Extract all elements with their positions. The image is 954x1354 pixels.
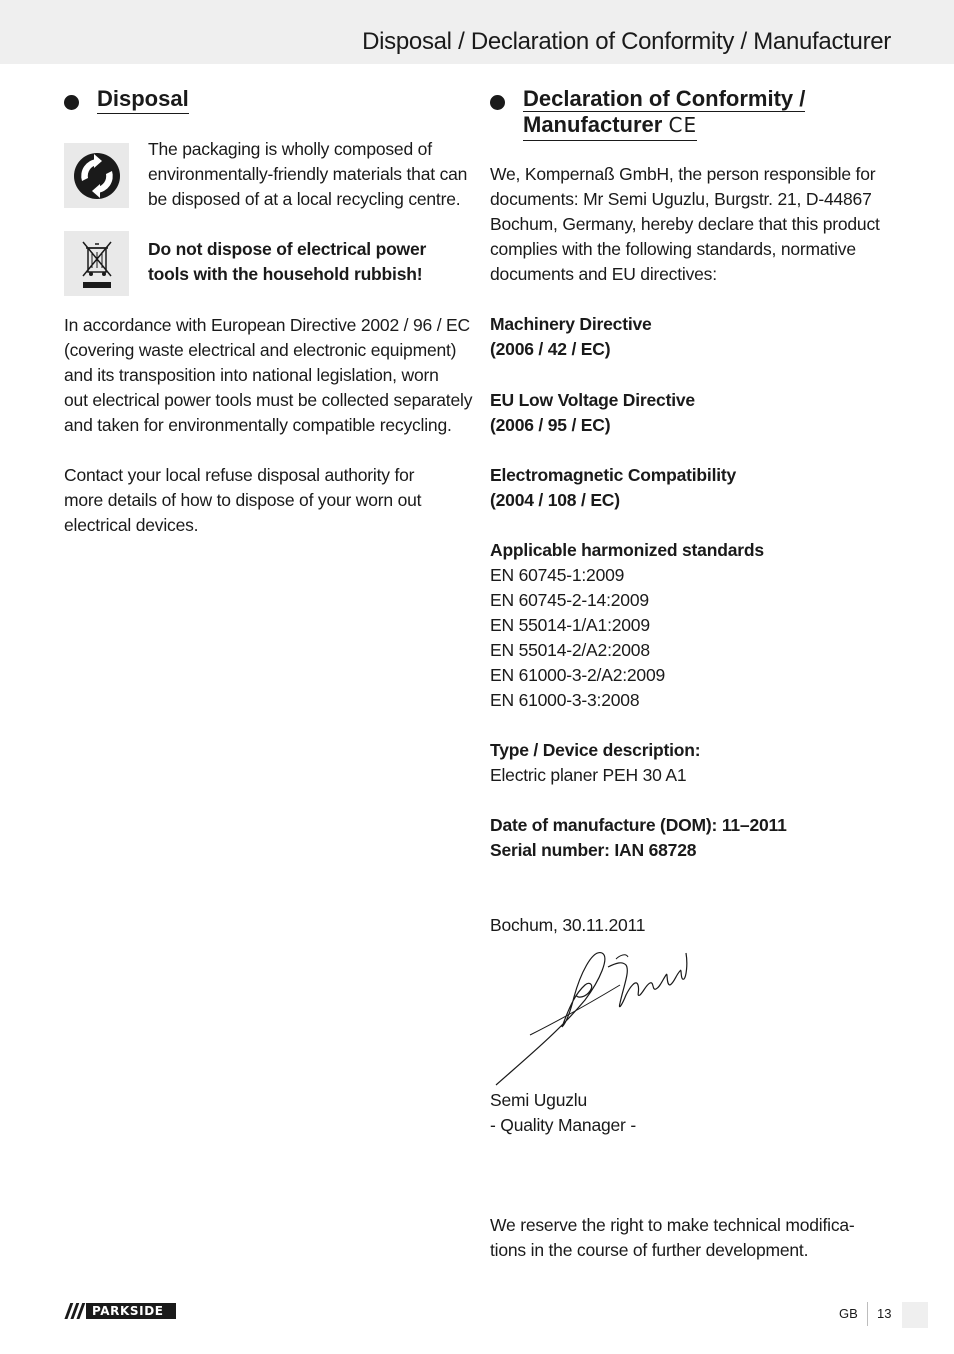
parkside-logo: PARKSIDE [64, 1303, 176, 1319]
standard-item: EN 60745-1:2009 [490, 565, 625, 585]
standards-block [490, 538, 764, 713]
footer-divider [867, 1302, 868, 1326]
declaration-title-line2: Manufacturer CE [523, 112, 697, 141]
crossed-out-wheelie-bin-icon [64, 231, 129, 296]
standard-item: EN 55014-2/A2:2008 [490, 640, 650, 660]
serial-number: Serial number: IAN 68728 [490, 840, 697, 860]
standards-heading: Applicable harmonized standards [490, 540, 764, 560]
directive-text: In accordance with European Directive 2002 / 96 / EC (covering waste electrical and electronic equipment) and its transposition into national legislation, worn out electrical power tools must be collected separately and taken for environmentally compatible recycling. [64, 315, 473, 435]
disposal-heading [64, 86, 189, 114]
date-of-manufacture: Date of manufacture (DOM): 11–2011 [490, 815, 787, 835]
standard-item: EN 60745-2-14:2009 [490, 590, 649, 610]
disposal-title: Disposal [97, 86, 189, 114]
signer-block [490, 1088, 636, 1138]
page-header-title: Disposal / Declaration of Conformity / Manufacturer [362, 28, 891, 55]
footer-language: GB [839, 1306, 858, 1321]
ce-mark: CE [668, 113, 698, 137]
type-heading: Type / Device description: [490, 740, 701, 760]
place-date: Bochum, 30.11.2011 [490, 915, 646, 935]
packaging-text: The packaging is wholly composed of environmentally-friendly materials that can be disposed of at a local recycling centre. [148, 139, 468, 209]
intro-text: We, Kompernaß GmbH, the person responsible for documents: Mr Semi Uguzlu, Burgstr. 21, D-44867 Bochum, Germany, hereby declare that this product complies with the following standards, normative documents and EU directives: [490, 164, 880, 284]
signer-name: Semi Uguzlu [490, 1090, 588, 1110]
signer-role: - Quality Manager - [490, 1115, 636, 1135]
signature [490, 945, 700, 1090]
standard-item: EN 61000-3-3:2008 [490, 690, 640, 710]
reserve-text: We reserve the right to make technical modifica- tions in the course of further development. [490, 1215, 855, 1260]
low-voltage-directive: EU Low Voltage Directive (2006 / 95 / EC) [490, 390, 695, 435]
type-block [490, 738, 700, 788]
warning-text: Do not dispose of electrical power tools with the household rubbish! [148, 239, 427, 284]
standard-item: EN 61000-3-2/A2:2009 [490, 665, 666, 685]
manufacture-block [490, 813, 787, 863]
declaration-heading [490, 86, 805, 141]
declaration-title-line1: Declaration of Conformity / [523, 86, 806, 111]
emc-directive: Electromagnetic Compatibility (2004 / 108 / EC) [490, 465, 737, 510]
recycling-icon [64, 143, 129, 208]
logo-slashes-icon [64, 1303, 86, 1319]
type-value: Electric planer PEH 30 A1 [490, 765, 687, 785]
page-number: 13 [877, 1306, 892, 1321]
machinery-directive: Machinery Directive (2006 / 42 / EC) [490, 314, 652, 359]
contact-text: Contact your local refuse disposal authority for more details of how to dispose of your worn out electrical devices. [64, 465, 422, 535]
standard-item: EN 55014-1/A1:2009 [490, 615, 650, 635]
footer-box [902, 1302, 928, 1328]
bullet-icon [490, 95, 505, 110]
bullet-icon [64, 95, 79, 110]
